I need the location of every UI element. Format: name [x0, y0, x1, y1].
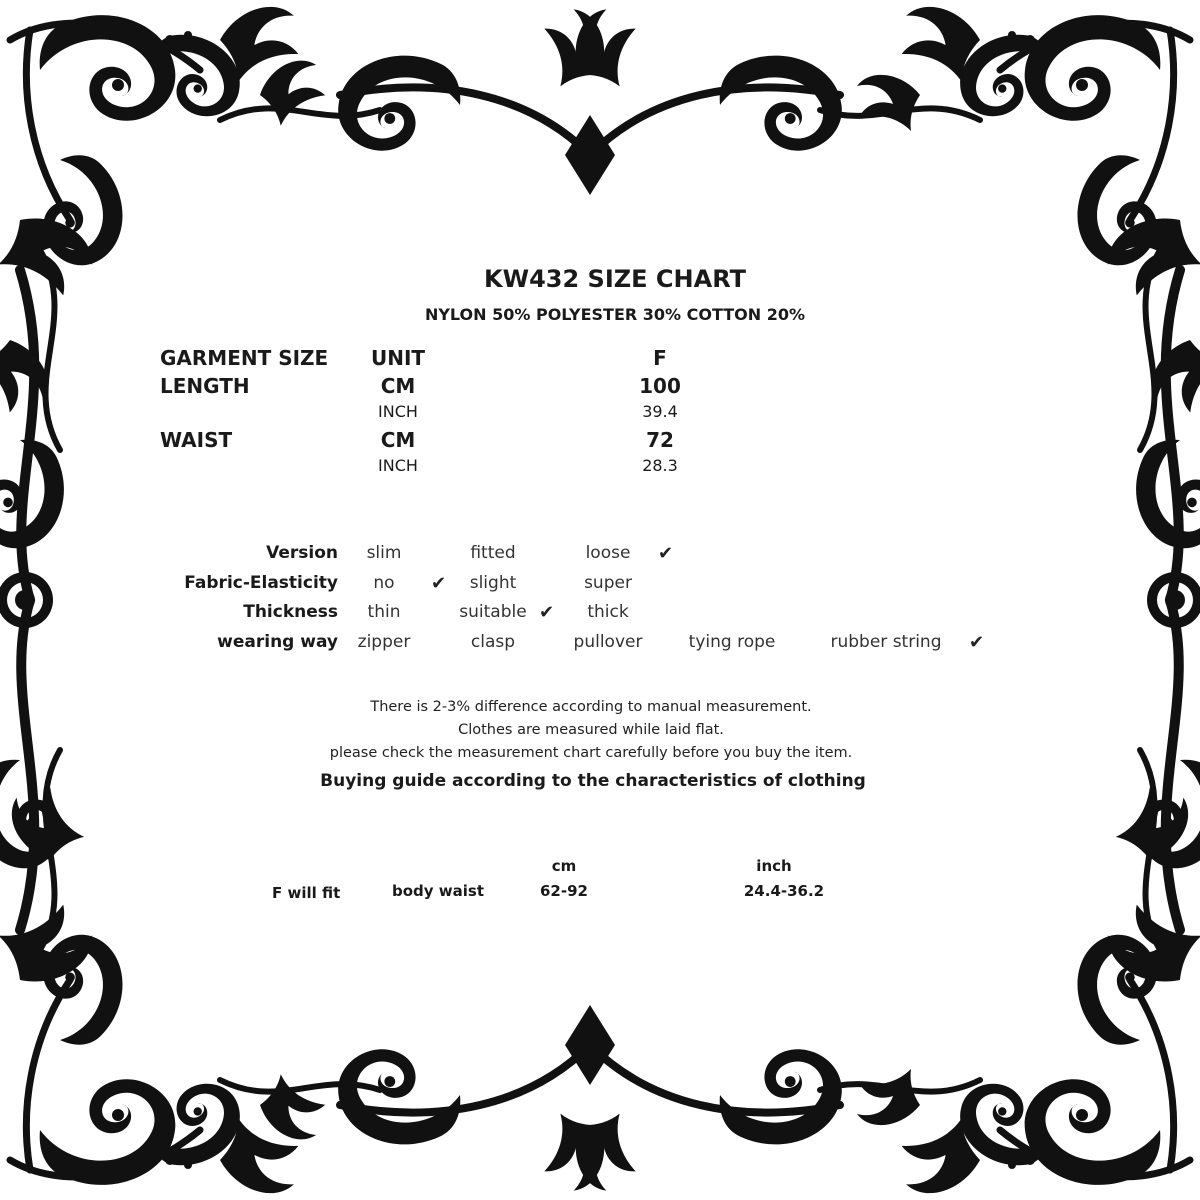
note-line: Clothes are measured while laid flat.	[458, 722, 724, 738]
fit-inch-range: 24.4-36.2	[743, 882, 825, 900]
attr-thickness-option: suitable	[459, 602, 527, 622]
attr-thickness-label: Thickness	[243, 602, 338, 622]
fit-size-label: F will fit	[272, 884, 341, 902]
row-waist-inch-unit: INCH	[378, 456, 418, 475]
attr-version-option: slim	[366, 543, 402, 563]
size-header-unit: UNIT	[370, 346, 426, 370]
attr-elasticity-label: Fabric-Elasticity	[184, 573, 338, 593]
size-header-label: GARMENT SIZE	[160, 346, 329, 370]
row-length-inch-unit: INCH	[378, 402, 418, 421]
row-length-cm-unit: CM	[380, 374, 416, 398]
row-waist-cm-value: 72	[646, 428, 674, 452]
frame-top-center	[253, 3, 920, 195]
checkmark-icon: ✔	[539, 602, 555, 623]
attr-wearing-way-option: rubber string	[830, 632, 942, 652]
attr-wearing-way-option: zipper	[357, 632, 411, 652]
row-waist-inch-value: 28.3	[642, 456, 678, 475]
buying-guide-title: Buying guide according to the characteristics of clothing	[320, 771, 866, 791]
attr-version-option: fitted	[470, 543, 516, 563]
row-waist-label: WAIST	[160, 428, 233, 452]
attr-wearing-way-option: clasp	[470, 632, 516, 652]
frame-left-center	[0, 270, 88, 930]
frame-right-center	[1112, 270, 1200, 930]
attr-wearing-way-option: pullover	[573, 632, 643, 652]
attr-elasticity-option: slight	[469, 573, 517, 593]
fit-cm-header: cm	[551, 857, 577, 875]
row-length-inch-value: 39.4	[642, 402, 678, 421]
attr-version-label: Version	[266, 543, 338, 563]
checkmark-icon: ✔	[431, 573, 447, 594]
checkmark-icon: ✔	[969, 632, 985, 653]
fabric-composition: NYLON 50% POLYESTER 30% COTTON 20%	[424, 305, 806, 324]
attr-wearing-way-label: wearing way	[217, 632, 338, 652]
size-header-size: F	[653, 346, 667, 370]
attr-wearing-way-option: tying rope	[688, 632, 776, 652]
note-line: There is 2-3% difference according to manual measurement.	[370, 699, 812, 715]
row-length-label: LENGTH	[160, 374, 250, 398]
note-line: please check the measurement chart carefully before you buy the item.	[329, 745, 853, 761]
fit-cm-range: 62-92	[540, 882, 588, 900]
attr-thickness-option: thick	[587, 602, 629, 622]
attr-elasticity-option: super	[584, 573, 632, 593]
attr-thickness-option: thin	[367, 602, 401, 622]
chart-title: KW432 SIZE CHART	[484, 265, 746, 293]
attr-elasticity-option: no	[373, 573, 395, 593]
attr-version-option: loose	[585, 543, 631, 563]
row-length-cm-value: 100	[639, 374, 681, 398]
row-waist-cm-unit: CM	[380, 428, 416, 452]
fit-measure-label: body waist	[392, 882, 484, 900]
fit-inch-header: inch	[756, 857, 792, 875]
checkmark-icon: ✔	[658, 543, 674, 564]
frame-bottom-center	[253, 1005, 920, 1197]
